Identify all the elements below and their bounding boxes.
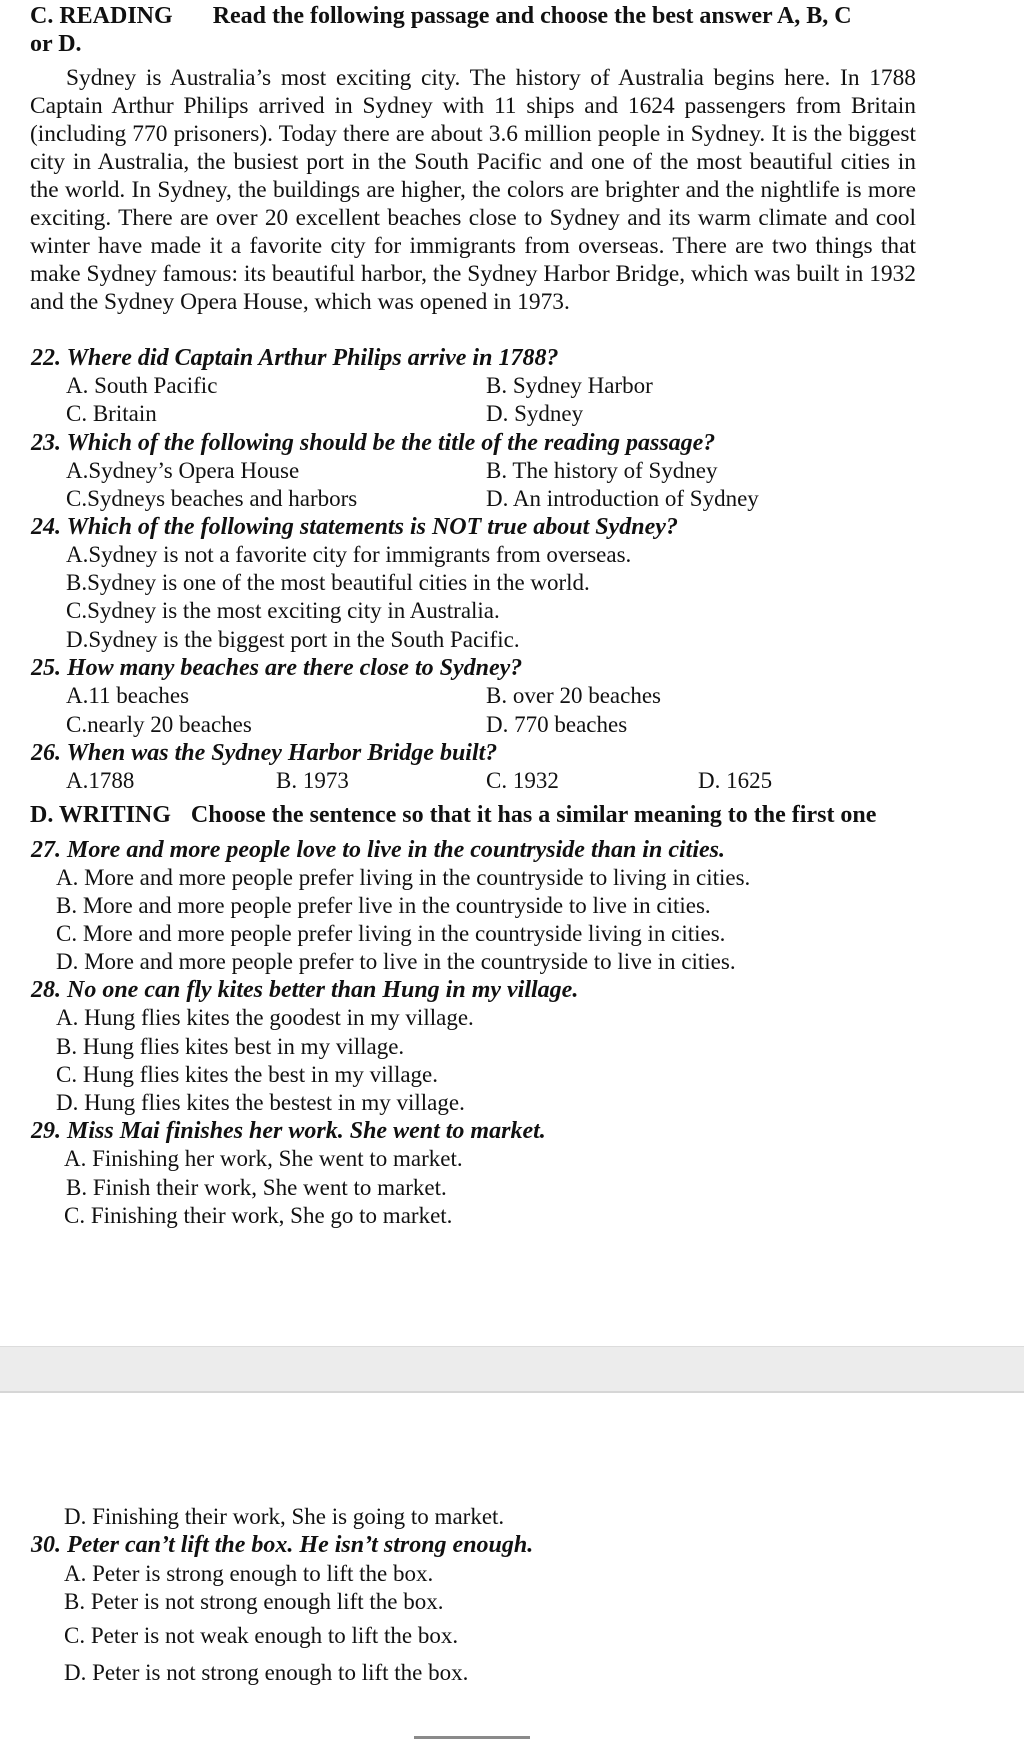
- q22-option-d: D. Sydney: [486, 401, 584, 426]
- q30-option-c: C. Peter is not weak enough to lift the box.: [64, 1623, 459, 1648]
- q28-option-c: C. Hung flies kites the best in my village.: [56, 1062, 439, 1087]
- q28-option-b: B. Hung flies kites best in my village.: [56, 1034, 405, 1059]
- reading-heading: [30, 2, 920, 30]
- q24-option-d: D.Sydney is the biggest port in the South Pacific.: [66, 627, 520, 652]
- q23-option-b: B. The history of Sydney: [486, 458, 718, 483]
- cutoff-text-fragment: [414, 1736, 530, 1745]
- page-break-divider: [0, 1346, 1024, 1393]
- reading-passage: Sydney is Australia’s most exciting city. The history of Australia begins here. In 1788 Captain Arthur Philips arrived in Sydney with 11 ships and 1624 passengers from Britain (including 770 prisoners). Today there are about 3.6 million people in Sydney. It is the biggest city in Australia, the busiest port in the South Pacific and one of the most beautiful cities in the world. In Sydney, the buildings are higher, the colors are brighter and the nightlife is more exciting. There are over 20 excellent beaches close to Sydney and its warm climate and cool winter have made it a favorite city for immigrants from overseas. There are two things that make Sydney famous: its beautiful harbor, the Sydney Harbor Bridge, which was built in 1932 and the Sydney Opera House, which was opened in 1973.: [30, 65, 916, 315]
- writing-heading: [30, 801, 1010, 829]
- q23-option-c: C.Sydneys beaches and harbors: [66, 486, 358, 511]
- q23-option-a: A.Sydney’s Opera House: [66, 458, 300, 483]
- q30-option-a: A. Peter is strong enough to lift the box.: [64, 1561, 434, 1586]
- q22-option-a: A. South Pacific: [66, 373, 218, 398]
- q29-option-b: B. Finish their work, She went to market.: [66, 1175, 447, 1200]
- q30-option-b: B. Peter is not strong enough lift the box.: [64, 1589, 444, 1614]
- question-22: 22. Where did Captain Arthur Philips arrive in 1788?: [31, 345, 559, 371]
- q29-option-a: A. Finishing her work, She went to market.: [64, 1146, 463, 1171]
- reading-section-label: C. READING: [30, 3, 173, 29]
- question-25: 25. How many beaches are there close to Sydney?: [31, 655, 523, 681]
- question-30: 30. Peter can’t lift the box. He isn’t strong enough.: [31, 1532, 534, 1558]
- q26-option-c: C. 1932: [486, 768, 559, 793]
- q26-option-d: D. 1625: [698, 768, 773, 793]
- reading-heading-continued: or D.: [30, 31, 82, 57]
- question-26: 26. When was the Sydney Harbor Bridge built?: [31, 740, 498, 766]
- q30-option-d: D. Peter is not strong enough to lift the box.: [64, 1660, 469, 1685]
- q26-option-b: B. 1973: [276, 768, 349, 793]
- q27-option-d: D. More and more people prefer to live in the countryside to live in cities.: [56, 949, 736, 974]
- q25-option-b: B. over 20 beaches: [486, 683, 661, 708]
- q24-option-c: C.Sydney is the most exciting city in Australia.: [66, 598, 500, 623]
- question-28: 28. No one can fly kites better than Hung in my village.: [31, 977, 579, 1003]
- q28-option-d: D. Hung flies kites the bestest in my village.: [56, 1090, 465, 1115]
- q29-option-d: D. Finishing their work, She is going to market.: [64, 1504, 505, 1529]
- q24-option-a: A.Sydney is not a favorite city for immigrants from overseas.: [66, 542, 632, 567]
- q25-option-c: C.nearly 20 beaches: [66, 712, 252, 737]
- question-24: 24. Which of the following statements is NOT true about Sydney?: [31, 514, 678, 540]
- reading-instruction: Read the following passage and choose the best answer A, B, C: [212, 3, 852, 29]
- q27-option-c: C. More and more people prefer living in the countryside living in cities.: [56, 921, 726, 946]
- q26-option-a: A.1788: [66, 768, 135, 793]
- question-27: 27. More and more people love to live in the countryside than in cities.: [31, 837, 725, 863]
- writing-section-label: D. WRITING: [30, 802, 171, 828]
- q28-option-a: A. Hung flies kites the goodest in my village.: [56, 1005, 474, 1030]
- q22-option-b: B. Sydney Harbor: [486, 373, 653, 398]
- q24-option-b: B.Sydney is one of the most beautiful cities in the world.: [66, 570, 590, 595]
- q27-option-a: A. More and more people prefer living in the countryside to living in cities.: [56, 865, 751, 890]
- writing-instruction: Choose the sentence so that it has a similar meaning to the first one: [190, 802, 877, 828]
- question-23: 23. Which of the following should be the title of the reading passage?: [31, 430, 716, 456]
- q25-option-a: A.11 beaches: [66, 683, 190, 708]
- q22-option-c: C. Britain: [66, 401, 157, 426]
- question-29: 29. Miss Mai finishes her work. She went to market.: [31, 1118, 546, 1144]
- q25-option-d: D. 770 beaches: [486, 712, 628, 737]
- q27-option-b: B. More and more people prefer live in the countryside to live in cities.: [56, 893, 711, 918]
- q29-option-c: C. Finishing their work, She go to market.: [64, 1203, 453, 1228]
- q23-option-d: D. An introduction of Sydney: [486, 486, 759, 511]
